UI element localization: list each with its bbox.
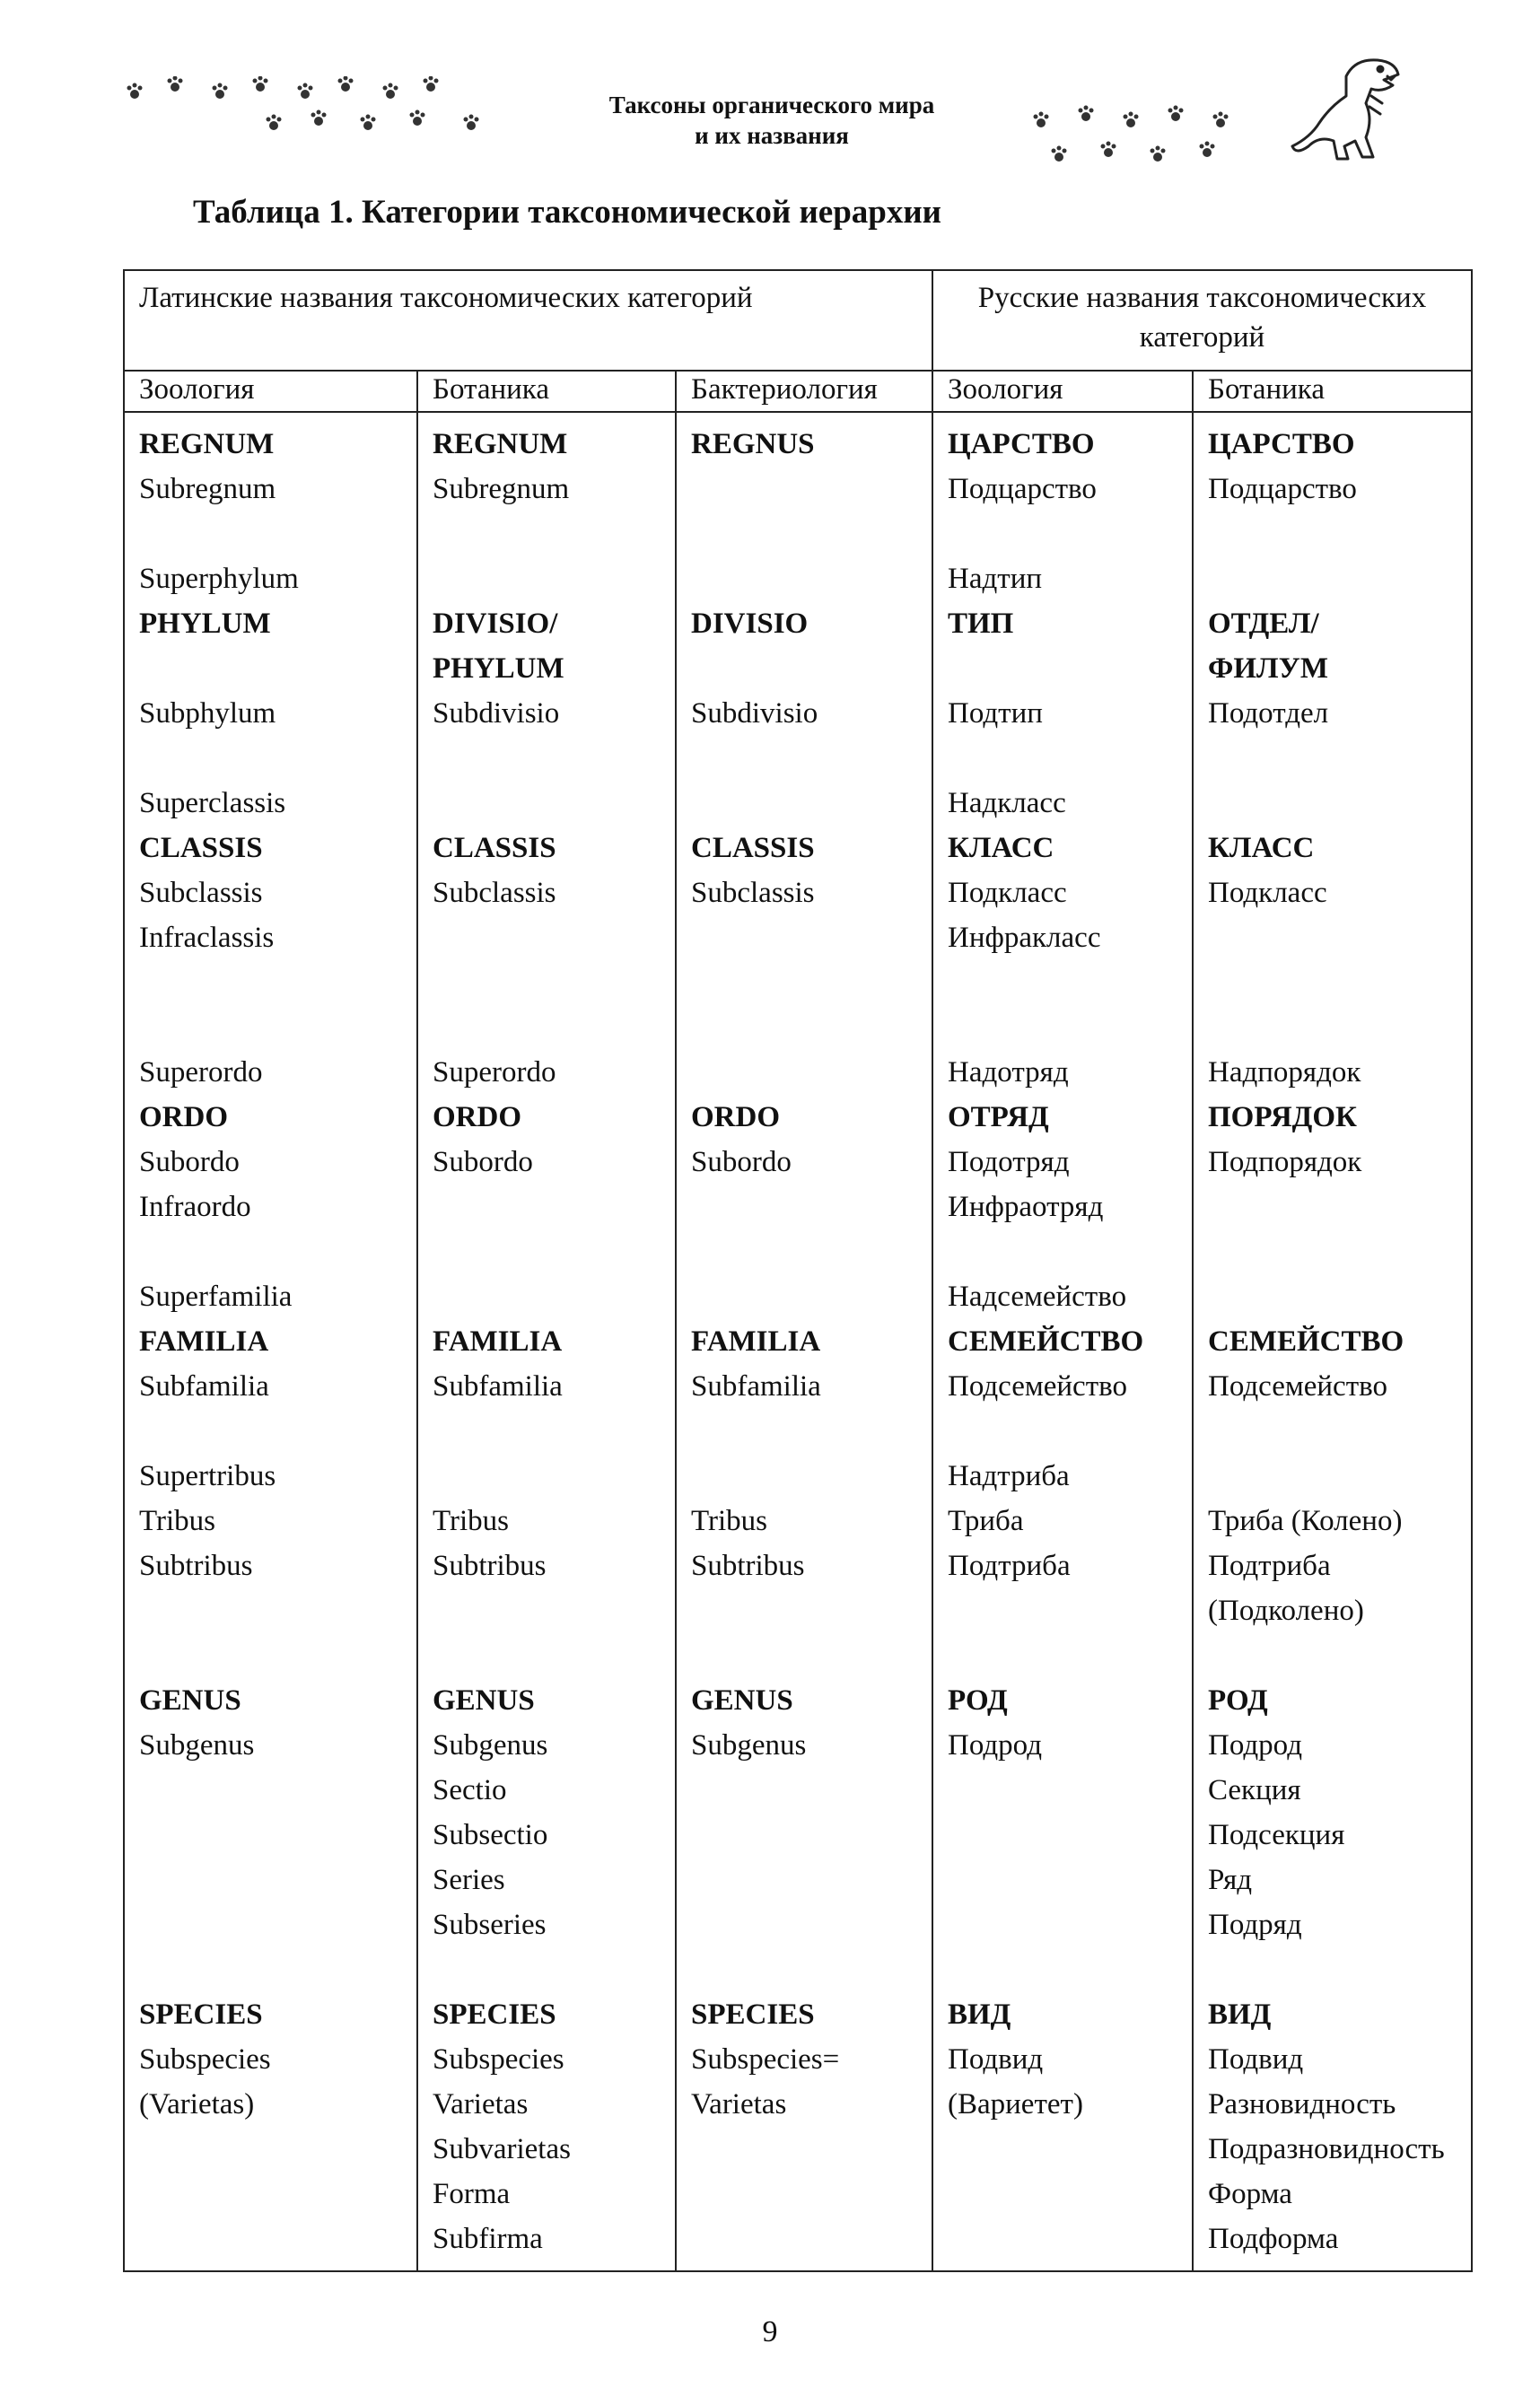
blank-line [948, 2217, 1192, 2261]
blank-line [948, 1633, 1192, 1678]
taxon-label: Надотряд [948, 1056, 1069, 1089]
col-zoology-russian [932, 412, 1193, 2271]
taxon-label: CLASSIS [691, 832, 815, 864]
blank-line [139, 2172, 416, 2217]
taxon-label: Надтип [948, 563, 1043, 595]
blank-line [948, 1947, 1192, 1992]
taxon-label: Инфракласс [948, 922, 1101, 954]
taxon-label: Надтриба [948, 1460, 1070, 1492]
blank-line [1208, 736, 1471, 781]
blank-line [691, 1409, 932, 1454]
taxon-label: DIVISIO/ [433, 608, 558, 640]
taxon-label: ОТРЯД [948, 1101, 1049, 1133]
blank-line [691, 960, 932, 1005]
taxon-label: Подвид [948, 2043, 1044, 2076]
taxon-label: Infraordo [139, 1191, 251, 1223]
taxon-label: Подцарство [948, 473, 1097, 505]
taxon-label: Subdivisio [691, 697, 818, 730]
taxon-label: Подряд [1208, 1909, 1302, 1941]
taxon-label: Форма [1208, 2178, 1292, 2210]
taxon-label: ТИП [948, 608, 1014, 640]
footprints-right-icon [1023, 103, 1274, 175]
blank-line [1208, 556, 1471, 601]
blank-line [691, 512, 932, 556]
blank-line [433, 512, 675, 556]
taxon-label: FAMILIA [139, 1325, 269, 1358]
taxon-label: РОД [948, 1684, 1008, 1717]
taxon-label: GENUS [433, 1684, 535, 1717]
taxon-label: Subtribus [139, 1550, 253, 1582]
taxon-label: FAMILIA [691, 1325, 821, 1358]
blank-line [948, 736, 1192, 781]
taxon-label: Subfamilia [691, 1370, 821, 1403]
blank-line [948, 1768, 1192, 1813]
taxon-label: GENUS [139, 1684, 241, 1717]
taxon-label: Subphylum [139, 697, 276, 730]
blank-line [1208, 1005, 1471, 1050]
taxon-label: Надпорядок [1208, 1056, 1361, 1089]
blank-line [948, 646, 1192, 691]
taxon-label: REGNUS [691, 428, 815, 460]
taxon-label: Tribus [691, 1505, 767, 1537]
blank-line [948, 1858, 1192, 1902]
blank-line [1208, 960, 1471, 1005]
taxon-label: Подкласс [1208, 877, 1327, 909]
taxon-label: Subregnum [433, 473, 570, 505]
taxon-label: (Varietas) [139, 2088, 255, 2121]
blank-line [139, 736, 416, 781]
blank-line [433, 915, 675, 960]
blank-line [691, 1813, 932, 1858]
taxon-label: Superclassis [139, 787, 286, 819]
group-header-row [124, 270, 1472, 371]
taxon-label: Подкласс [948, 877, 1067, 909]
blank-line [948, 1813, 1192, 1858]
blank-line [139, 2127, 416, 2172]
blank-line [691, 1005, 932, 1050]
taxon-label: Subtribus [433, 1550, 547, 1582]
taxon-label: Subordo [691, 1146, 792, 1178]
taxon-label: PHYLUM [433, 652, 564, 685]
taxon-label: Подтип [948, 697, 1043, 730]
taxon-label: REGNUM [433, 428, 568, 460]
taxon-label: CLASSIS [139, 832, 263, 864]
taxon-label: ORDO [433, 1101, 521, 1133]
blank-line [1208, 1633, 1471, 1678]
blank-line [691, 781, 932, 826]
blank-line [139, 2217, 416, 2261]
col-botany-russian [1193, 412, 1472, 2271]
taxon-label: Подотдел [1208, 697, 1329, 730]
blank-line [433, 1409, 675, 1454]
taxon-label: Series [433, 1864, 505, 1896]
blank-line [139, 1858, 416, 1902]
taxon-label: ПОРЯДОК [1208, 1101, 1357, 1133]
taxon-label: (Подколено) [1208, 1595, 1364, 1627]
taxon-label: Подформа [1208, 2223, 1339, 2255]
taxon-label: Разновидность [1208, 2088, 1396, 2121]
taxon-label: Tribus [139, 1505, 215, 1537]
russian-names-header: Русские названия таксономических категорий [932, 270, 1472, 371]
blank-line [948, 1409, 1192, 1454]
taxon-label: Subseries [433, 1909, 547, 1941]
taxon-label: Подтриба [948, 1550, 1071, 1582]
blank-line [139, 1768, 416, 1813]
taxon-label: DIVISIO [691, 608, 809, 640]
taxon-label: (Вариетет) [948, 2088, 1083, 2121]
blank-line [948, 2172, 1192, 2217]
blank-line [1208, 512, 1471, 556]
taxon-label: Subordo [433, 1146, 533, 1178]
taxon-label: PHYLUM [139, 608, 271, 640]
blank-line [948, 960, 1192, 1005]
taxon-label: SPECIES [433, 1998, 556, 2031]
taxon-label: Varietas [433, 2088, 529, 2121]
col-botany-latin [417, 412, 676, 2271]
taxon-label: КЛАСС [1208, 832, 1315, 864]
blank-line [948, 512, 1192, 556]
header-botany-latin: Ботаника [417, 371, 676, 412]
taxon-label: Superordo [139, 1056, 263, 1089]
col-zoology-latin [124, 412, 417, 2271]
blank-line [139, 512, 416, 556]
taxon-label: КЛАСС [948, 832, 1054, 864]
blank-line [433, 736, 675, 781]
header-zoology-latin: Зоология [124, 371, 417, 412]
taxon-label: REGNUM [139, 428, 275, 460]
blank-line [691, 467, 932, 512]
blank-line [433, 556, 675, 601]
taxon-label: Subordo [139, 1146, 240, 1178]
taxon-label: Subclassis [691, 877, 815, 909]
taxon-label: Инфраотряд [948, 1191, 1104, 1223]
blank-line [139, 1409, 416, 1454]
blank-line [691, 646, 932, 691]
col-bacteriology-latin [676, 412, 932, 2271]
blank-line [691, 2217, 932, 2261]
taxon-label: Подцарство [1208, 473, 1357, 505]
blank-line [433, 1005, 675, 1050]
taxon-label: Subclassis [139, 877, 263, 909]
taxon-label: GENUS [691, 1684, 793, 1717]
blank-line [948, 2127, 1192, 2172]
taxon-label: Subfamilia [433, 1370, 563, 1403]
taxon-label: ORDO [691, 1101, 780, 1133]
blank-line [433, 1633, 675, 1678]
blank-line [691, 1274, 932, 1319]
blank-line [691, 1858, 932, 1902]
taxon-label: Superphylum [139, 563, 299, 595]
blank-line [139, 1005, 416, 1050]
blank-line [691, 736, 932, 781]
blank-line [139, 1813, 416, 1858]
taxon-label: Ряд [1208, 1864, 1253, 1896]
taxon-label: ЦАРСТВО [1208, 428, 1355, 460]
page-number: 9 [762, 2315, 778, 2348]
taxon-label: Подсемейство [1208, 1370, 1387, 1403]
taxon-label: Forma [433, 2178, 511, 2210]
blank-line [948, 1005, 1192, 1050]
taxon-label: Superordo [433, 1056, 556, 1089]
taxon-label: Subfirma [433, 2223, 543, 2255]
blank-line [1208, 1274, 1471, 1319]
taxon-label: CLASSIS [433, 832, 556, 864]
taxon-label: Триба (Колено) [1208, 1505, 1403, 1537]
taxon-label: Подрод [1208, 1729, 1303, 1762]
blank-line [1208, 915, 1471, 960]
header-title [565, 90, 978, 151]
sub-header-row [124, 371, 1472, 412]
taxon-label: ВИД [1208, 1998, 1272, 2031]
taxon-label: FAMILIA [433, 1325, 563, 1358]
blank-line [691, 1902, 932, 1947]
header-botany-russian: Ботаника [1193, 371, 1472, 412]
taxon-label: Subclassis [433, 877, 556, 909]
taxon-label: Subgenus [433, 1729, 548, 1762]
blank-line [139, 1588, 416, 1633]
blank-line [433, 1947, 675, 1992]
header-bacteriology-latin: Бактериология [676, 371, 932, 412]
blank-line [1208, 781, 1471, 826]
table-body-row [124, 412, 1472, 2271]
blank-line [691, 1454, 932, 1499]
blank-line [691, 1050, 932, 1095]
taxon-label: СЕМЕЙСТВО [948, 1325, 1144, 1358]
taxon-label: Надкласс [948, 787, 1066, 819]
blank-line [691, 1947, 932, 1992]
blank-line [691, 1185, 932, 1229]
blank-line [433, 781, 675, 826]
blank-line [139, 1633, 416, 1678]
blank-line [139, 1902, 416, 1947]
header-title-line1: Таксоны органического мира [608, 92, 935, 118]
taxon-label: Subspecies= [691, 2043, 840, 2076]
taxon-label: Supertribus [139, 1460, 276, 1492]
blank-line [691, 1633, 932, 1678]
blank-line [1208, 1454, 1471, 1499]
header-title-line2: и их названия [695, 122, 849, 149]
blank-line [433, 1588, 675, 1633]
taxon-label: Подвид [1208, 2043, 1304, 2076]
blank-line [1208, 1229, 1471, 1274]
blank-line [691, 1588, 932, 1633]
taxon-label: ВИД [948, 1998, 1011, 2031]
taxon-label: Подотряд [948, 1146, 1070, 1178]
taxon-label: Subsectio [433, 1819, 548, 1851]
table-title: Таблица 1. Категории таксономической иерархии [193, 194, 941, 231]
blank-line [1208, 1185, 1471, 1229]
blank-line [433, 960, 675, 1005]
blank-line [948, 1902, 1192, 1947]
taxon-label: Subregnum [139, 473, 276, 505]
blank-line [691, 2172, 932, 2217]
taxon-label: Subtribus [691, 1550, 805, 1582]
taxon-label: Varietas [691, 2088, 787, 2121]
taxon-label: ФИЛУМ [1208, 652, 1328, 685]
taxon-label: Subgenus [139, 1729, 255, 1762]
taxon-label: Subvarietas [433, 2133, 571, 2165]
footprints-left-icon [126, 76, 556, 157]
taxon-label: Subspecies [139, 2043, 271, 2076]
taxon-label: Секция [1208, 1774, 1301, 1806]
taxon-label: РОД [1208, 1684, 1268, 1717]
header-zoology-russian: Зоология [932, 371, 1193, 412]
taxon-label: Subgenus [691, 1729, 807, 1762]
blank-line [1208, 1409, 1471, 1454]
taxon-label: Подсекция [1208, 1819, 1345, 1851]
taxon-label: Подразновидность [1208, 2133, 1445, 2165]
taxon-label: Superfamilia [139, 1281, 293, 1313]
blank-line [948, 1229, 1192, 1274]
taxon-label: Tribus [433, 1505, 509, 1537]
taxon-label: ЦАРСТВО [948, 428, 1095, 460]
blank-line [139, 1229, 416, 1274]
blank-line [691, 556, 932, 601]
blank-line [433, 1229, 675, 1274]
taxon-label: ORDO [139, 1101, 228, 1133]
taxon-label: СЕМЕЙСТВО [1208, 1325, 1404, 1358]
taxon-label: SPECIES [691, 1998, 815, 2031]
taxon-label: Subfamilia [139, 1370, 269, 1403]
blank-line [691, 1768, 932, 1813]
dinosaur-icon [1283, 40, 1418, 179]
blank-line [691, 915, 932, 960]
taxon-label: SPECIES [139, 1998, 263, 2031]
taxon-label: Подтриба [1208, 1550, 1331, 1582]
latin-names-header: Латинские названия таксономических категорий [124, 270, 932, 371]
taxonomy-table [123, 269, 1473, 2272]
blank-line [1208, 1947, 1471, 1992]
page-header [108, 36, 1454, 179]
taxon-label: Subspecies [433, 2043, 564, 2076]
taxon-label: Надсемейство [948, 1281, 1127, 1313]
blank-line [948, 1588, 1192, 1633]
taxon-label: Триба [948, 1505, 1024, 1537]
blank-line [139, 646, 416, 691]
taxon-label: Подрод [948, 1729, 1043, 1762]
taxon-label: Подсемейство [948, 1370, 1127, 1403]
taxon-label: Subdivisio [433, 697, 560, 730]
blank-line [433, 1454, 675, 1499]
taxon-label: Sectio [433, 1774, 507, 1806]
blank-line [139, 1947, 416, 1992]
blank-line [139, 960, 416, 1005]
blank-line [433, 1185, 675, 1229]
taxon-label: Infraclassis [139, 922, 275, 954]
blank-line [691, 1229, 932, 1274]
taxon-label: Подпорядок [1208, 1146, 1362, 1178]
blank-line [691, 2127, 932, 2172]
blank-line [433, 1274, 675, 1319]
taxon-label: ОТДЕЛ/ [1208, 608, 1319, 640]
